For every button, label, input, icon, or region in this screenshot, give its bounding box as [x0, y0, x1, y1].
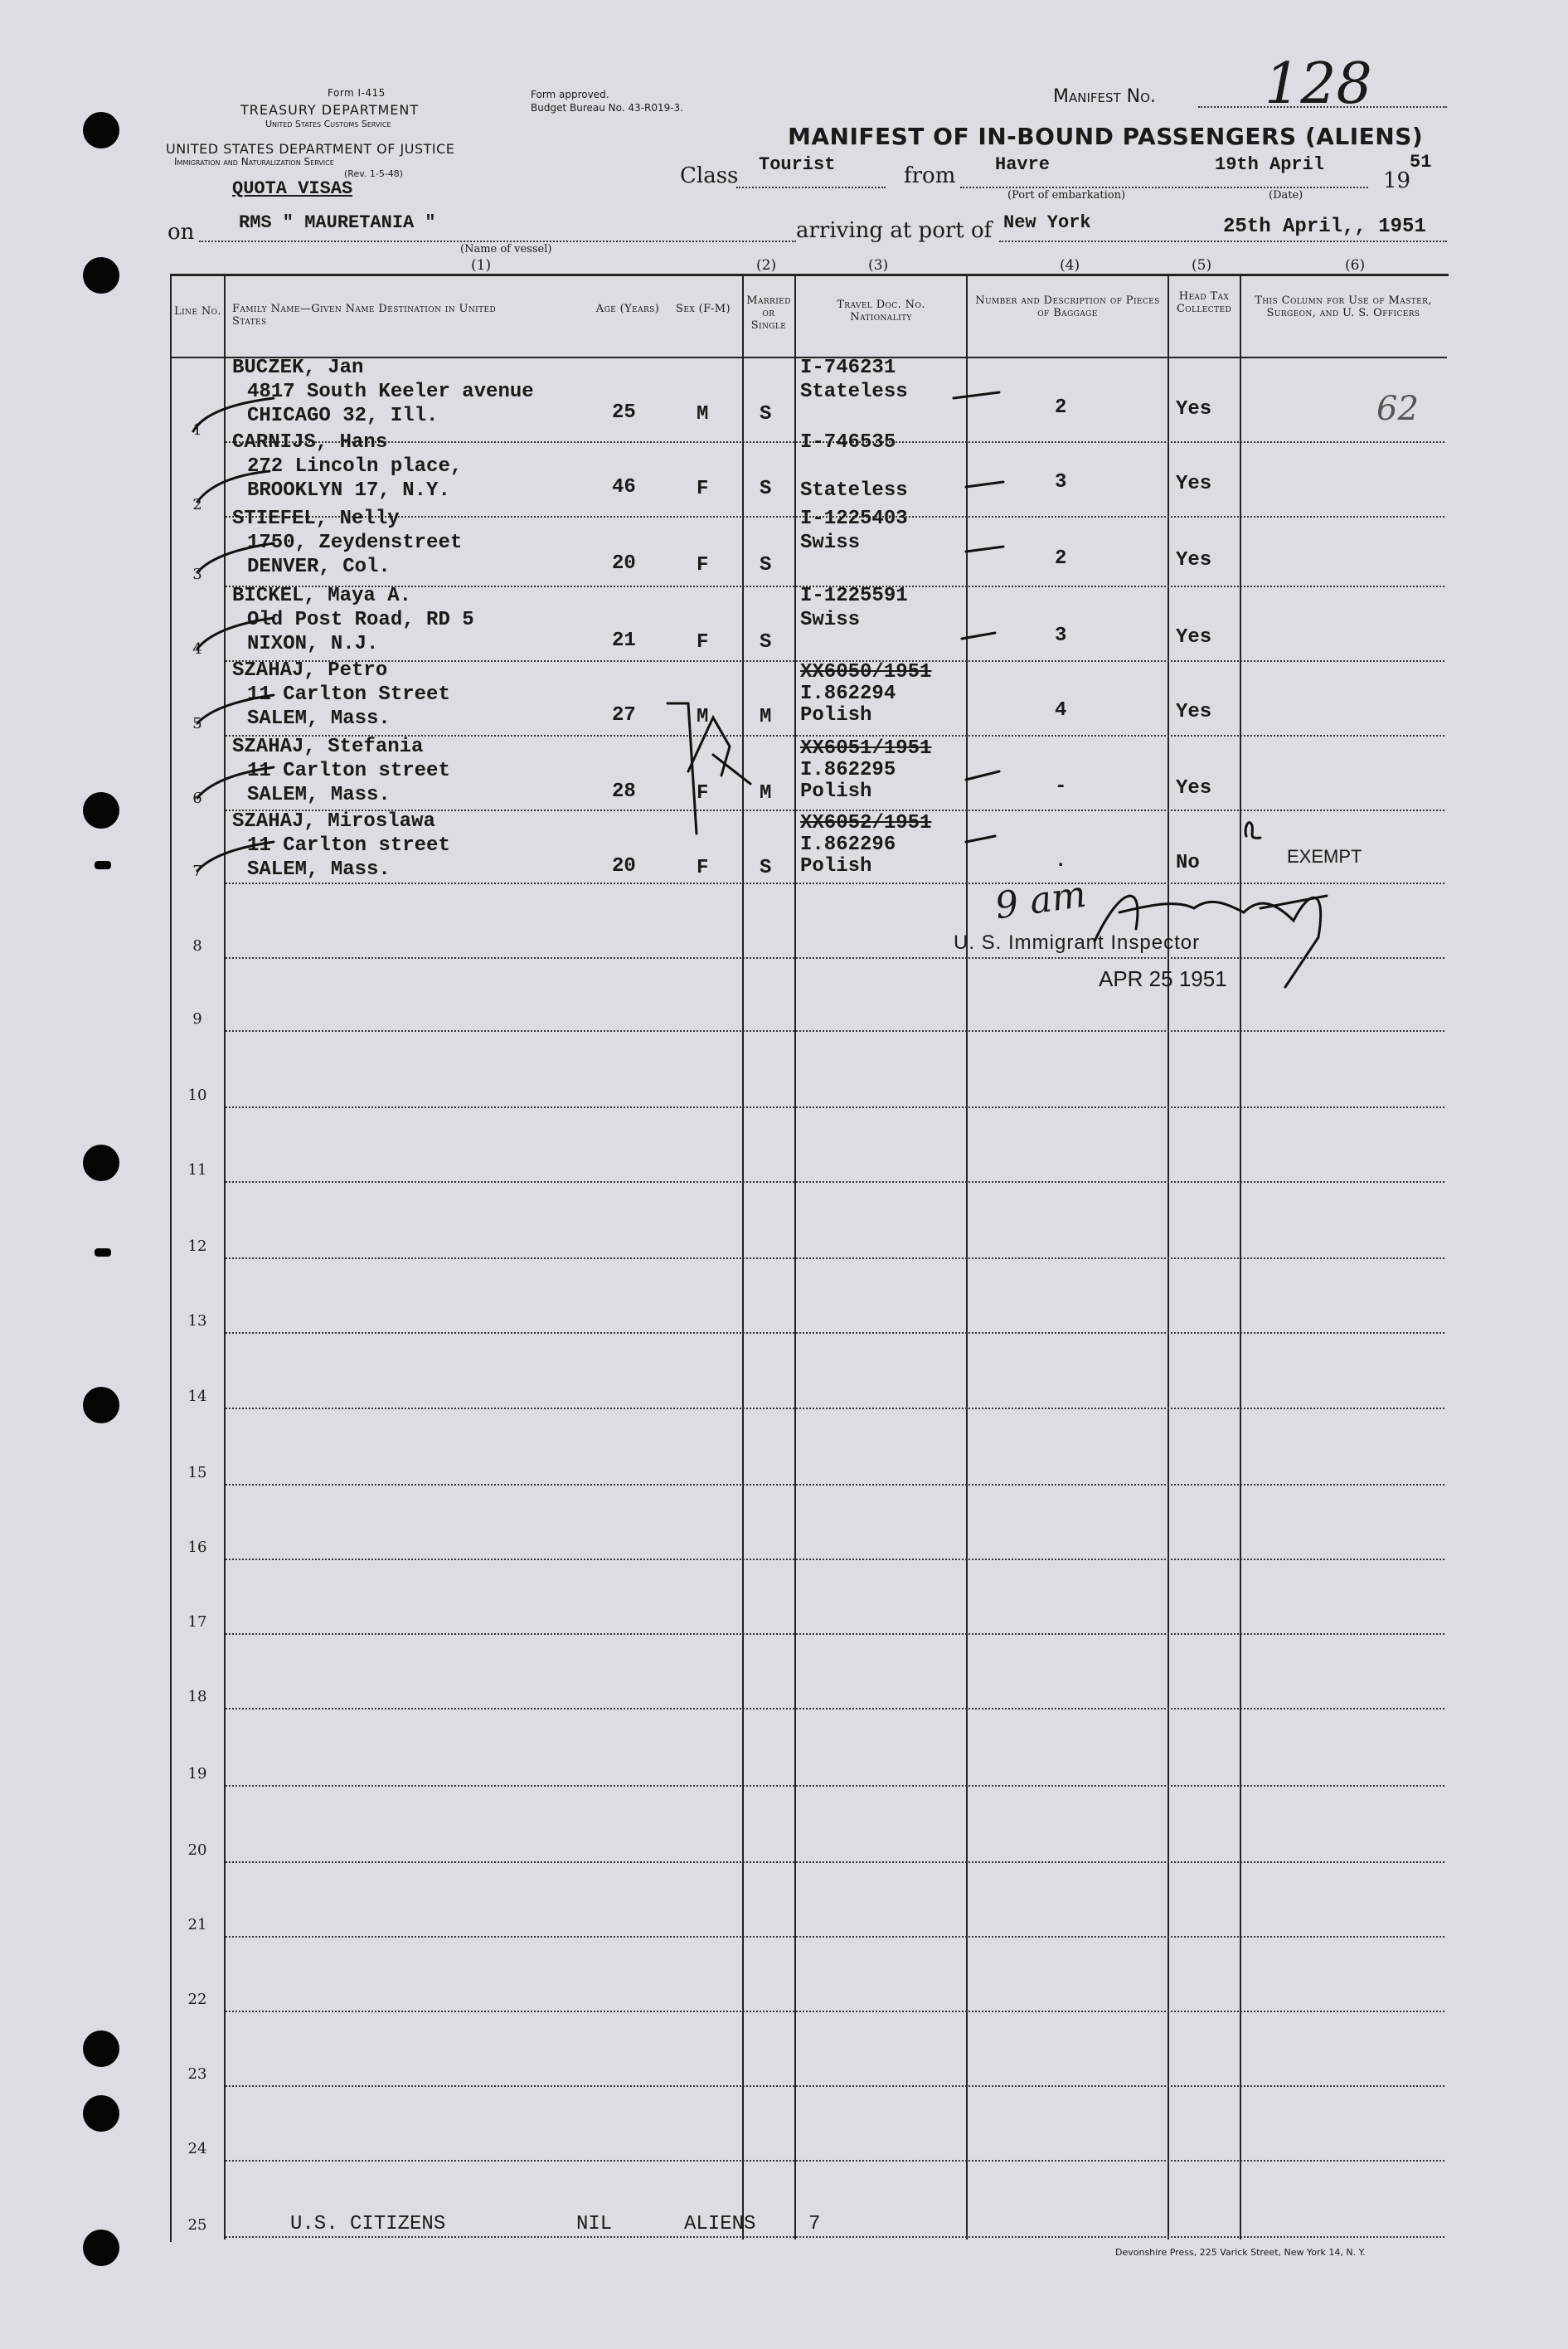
passenger-marital: M — [760, 706, 772, 728]
passenger-sex: F — [697, 554, 709, 576]
col-num-6: (6) — [1345, 257, 1366, 274]
checkmark — [197, 471, 269, 502]
citizens-value: NIL — [576, 2213, 613, 2235]
passenger-name: SZAHAJ, Miroslawa — [232, 810, 435, 833]
checkmark — [197, 618, 274, 649]
row-number: 19 — [187, 1765, 207, 1782]
col-num-1: (1) — [471, 257, 492, 274]
col-num-4: (4) — [1060, 257, 1080, 274]
passenger-age: 20 — [612, 552, 636, 575]
row-number: 23 — [187, 2065, 207, 2083]
passenger-city: SALEM, Mass. — [247, 858, 391, 881]
class-label: Class — [680, 163, 739, 188]
passenger-address: 11 Carlton street — [247, 834, 450, 857]
passenger-nationality: Stateless — [800, 479, 908, 502]
row-number: 7 — [192, 863, 202, 880]
baggage-count: - — [1055, 776, 1067, 798]
baggage-count: 2 — [1055, 547, 1067, 570]
arrival-port: New York — [1003, 212, 1091, 233]
passenger-age: 28 — [612, 781, 636, 803]
head-tax-status: Yes — [1176, 473, 1212, 495]
passenger-city: BROOKLYN 17, N.Y. — [247, 479, 450, 502]
header-age: Age (Years) — [595, 303, 660, 315]
checkmark — [197, 767, 274, 798]
form-number: Form I-415 — [328, 87, 386, 99]
passenger-address: Old Post Road, RD 5 — [247, 609, 474, 631]
baggage-count: . — [1055, 850, 1067, 873]
date-caption: (Date) — [1269, 189, 1303, 202]
passenger-address: 4817 South Keeler avenue — [247, 381, 534, 403]
passenger-city: SALEM, Mass. — [247, 784, 391, 806]
revision-label: (Rev. 1-5-48) — [344, 168, 404, 179]
row-number: 6 — [192, 790, 202, 807]
passenger-sex: F — [697, 631, 709, 654]
checkmark — [197, 543, 274, 572]
row-number: 17 — [187, 1613, 207, 1631]
budget-bureau: Budget Bureau No. 43-R019-3. — [531, 102, 683, 114]
from-label: from — [904, 163, 956, 188]
passenger-address: 11 Carlton Street — [247, 683, 450, 706]
passenger-age: 20 — [612, 855, 636, 878]
baggage-count: 2 — [1055, 396, 1067, 419]
row-number: 18 — [187, 1688, 207, 1705]
row-number: 5 — [192, 715, 202, 732]
header-name: Family Name—Given Name Destination in United States — [232, 303, 497, 328]
row-number: 1 — [192, 421, 202, 439]
justice-label: UNITED STATES DEPARTMENT OF JUSTICE — [166, 141, 455, 157]
manifest-no-label: Manifest No. — [1053, 86, 1156, 107]
travel-doc-number: I-746535 — [800, 431, 896, 454]
passenger-city: DENVER, Col. — [247, 556, 391, 578]
row-number: 25 — [187, 2216, 207, 2234]
row-number: 22 — [187, 1991, 207, 2008]
passenger-nationality: Swiss — [800, 609, 861, 631]
head-tax-status: Yes — [1176, 777, 1212, 800]
col-num-2: (2) — [756, 257, 777, 274]
manifest-no-value: 128 — [1265, 51, 1372, 117]
passenger-age: 27 — [612, 704, 636, 727]
passenger-city: NIXON, N.J. — [247, 633, 379, 655]
header-married: Married or Single — [746, 294, 791, 332]
checkmark — [962, 633, 995, 639]
row-number: 16 — [187, 1539, 207, 1556]
struck-doc-number: XX6052/1951 — [800, 812, 932, 834]
passenger-age: 25 — [612, 401, 636, 424]
checkmark — [197, 695, 274, 723]
header-head-tax: Head Tax Collected — [1176, 290, 1232, 315]
checkmark — [193, 398, 274, 431]
passenger-nationality: Polish — [800, 781, 872, 803]
passenger-marital: S — [760, 478, 772, 500]
header-sex: Sex (F-M) — [676, 303, 731, 315]
passenger-age: 46 — [612, 476, 636, 498]
header-officers: This Column for Use of Master, Surgeon, and U. S. Officers — [1255, 294, 1432, 319]
passenger-address: 272 Lincoln place, — [247, 455, 463, 478]
citizens-label: U.S. CITIZENS — [290, 2213, 446, 2235]
travel-doc-number: I-1225403 — [800, 508, 908, 530]
printer-imprint: Devonshire Press, 225 Varick Street, New York 14, N. Y. — [1115, 2247, 1366, 2258]
row-number: 24 — [187, 2140, 207, 2157]
header-baggage: Number and Description of Pieces of Baggage — [975, 294, 1160, 319]
row-number: 12 — [187, 1238, 207, 1255]
year-prefix: 19 — [1383, 168, 1411, 193]
passenger-marital: S — [760, 857, 772, 879]
passenger-name: CARNIJS, Hans — [232, 431, 388, 454]
passenger-nationality: Polish — [800, 704, 872, 727]
passenger-nationality: Stateless — [800, 381, 908, 403]
row-number: 14 — [187, 1388, 207, 1405]
passenger-sex: F — [697, 782, 709, 805]
passenger-marital: S — [760, 403, 772, 426]
row-number: 4 — [192, 640, 202, 658]
passenger-address: 1750, Zeydenstreet — [247, 532, 463, 554]
col-num-5: (5) — [1192, 257, 1212, 274]
row-number: 21 — [187, 1916, 207, 1933]
head-tax-status: Yes — [1176, 701, 1212, 723]
passenger-marital: M — [760, 782, 772, 805]
travel-doc-number: I.862294 — [800, 683, 896, 705]
arrival-date: 25th April,, 1951 — [1223, 216, 1426, 238]
inspector-stamp: U. S. Immigrant Inspector — [954, 931, 1201, 954]
head-tax-status: Yes — [1176, 398, 1212, 421]
baggage-count: 3 — [1055, 625, 1067, 647]
row-number: 2 — [192, 496, 202, 513]
vessel-caption: (Name of vessel) — [460, 243, 552, 255]
signature-mark — [1095, 896, 1327, 987]
on-label: on — [167, 220, 195, 245]
passenger-sex: M — [697, 706, 709, 728]
checkmark — [954, 392, 999, 398]
passenger-name: SZAHAJ, Petro — [232, 659, 388, 682]
officer-mark: 62 — [1376, 390, 1419, 428]
travel-doc-number: I-746231 — [800, 357, 896, 379]
checkmark — [966, 771, 999, 780]
ins-label: Immigration and Naturalization Service — [174, 156, 334, 168]
arriving-label: arriving at port of — [796, 218, 993, 243]
header-travel-doc: Travel Doc. No. Nationality — [837, 299, 925, 323]
passenger-marital: S — [760, 631, 772, 654]
passenger-sex: F — [697, 857, 709, 879]
struck-doc-number: XX6051/1951 — [800, 737, 932, 760]
row-number: 8 — [192, 937, 202, 955]
row-number: 10 — [187, 1087, 207, 1104]
bracket-mark — [667, 703, 750, 834]
passenger-name: BICKEL, Maya A. — [232, 585, 412, 607]
handwritten-time: 9 am — [992, 873, 1089, 928]
passenger-name: BUCZEK, Jan — [232, 357, 364, 379]
tax-mark — [1245, 823, 1260, 839]
row-number: 15 — [187, 1464, 207, 1481]
form-approved: Form approved. — [531, 89, 609, 100]
checkmark — [966, 547, 1003, 552]
passenger-age: 21 — [612, 630, 636, 652]
passenger-name: STIEFEL, Nelly — [232, 508, 400, 530]
customs-label: United States Customs Service — [265, 119, 391, 129]
baggage-count: 4 — [1055, 699, 1067, 722]
row-number: 13 — [187, 1312, 207, 1330]
head-tax-status: No — [1176, 852, 1200, 874]
stamp-date: APR 25 1951 — [1099, 966, 1227, 991]
passenger-name: SZAHAJ, Stefania — [232, 736, 424, 758]
aliens-label: ALIENS — [684, 2213, 756, 2235]
quota-visas: QUOTA VISAS — [232, 178, 353, 199]
manifest-title: MANIFEST OF IN-BOUND PASSENGERS (ALIENS) — [788, 123, 1424, 150]
year-suffix: 51 — [1410, 152, 1432, 173]
treasury-label: TREASURY DEPARTMENT — [240, 102, 420, 118]
head-tax-status: Yes — [1176, 549, 1212, 571]
baggage-count: 3 — [1055, 471, 1067, 494]
travel-doc-number: I.862295 — [800, 759, 896, 781]
header-line-no: Line No. — [174, 305, 221, 318]
passenger-marital: S — [760, 554, 772, 576]
checkmark — [966, 836, 995, 842]
exempt-stamp: EXEMPT — [1287, 846, 1362, 867]
port-caption: (Port of embarkation) — [1007, 189, 1126, 202]
passenger-nationality: Polish — [800, 855, 872, 878]
col-num-3: (3) — [868, 257, 889, 274]
passenger-city: SALEM, Mass. — [247, 708, 391, 730]
class-value: Tourist — [759, 154, 836, 175]
date-value: 19th April — [1215, 154, 1325, 175]
from-value: Havre — [995, 154, 1051, 175]
travel-doc-number: I.862296 — [800, 834, 896, 856]
row-number: 11 — [187, 1161, 207, 1179]
passenger-city: CHICAGO 32, Ill. — [247, 405, 439, 427]
struck-doc-number: XX6050/1951 — [800, 661, 932, 683]
row-number: 20 — [187, 1841, 207, 1859]
passenger-address: 11 Carlton street — [247, 760, 450, 782]
passenger-sex: M — [697, 403, 709, 426]
head-tax-status: Yes — [1176, 626, 1212, 649]
vessel-name: RMS " MAURETANIA " — [239, 212, 436, 233]
aliens-value: 7 — [808, 2213, 821, 2235]
checkmark — [197, 842, 274, 871]
row-number: 3 — [192, 566, 202, 583]
row-number: 9 — [192, 1010, 202, 1028]
passenger-sex: F — [697, 478, 709, 500]
travel-doc-number: I-1225591 — [800, 585, 908, 607]
passenger-nationality: Swiss — [800, 532, 861, 554]
checkmark — [966, 482, 1003, 487]
